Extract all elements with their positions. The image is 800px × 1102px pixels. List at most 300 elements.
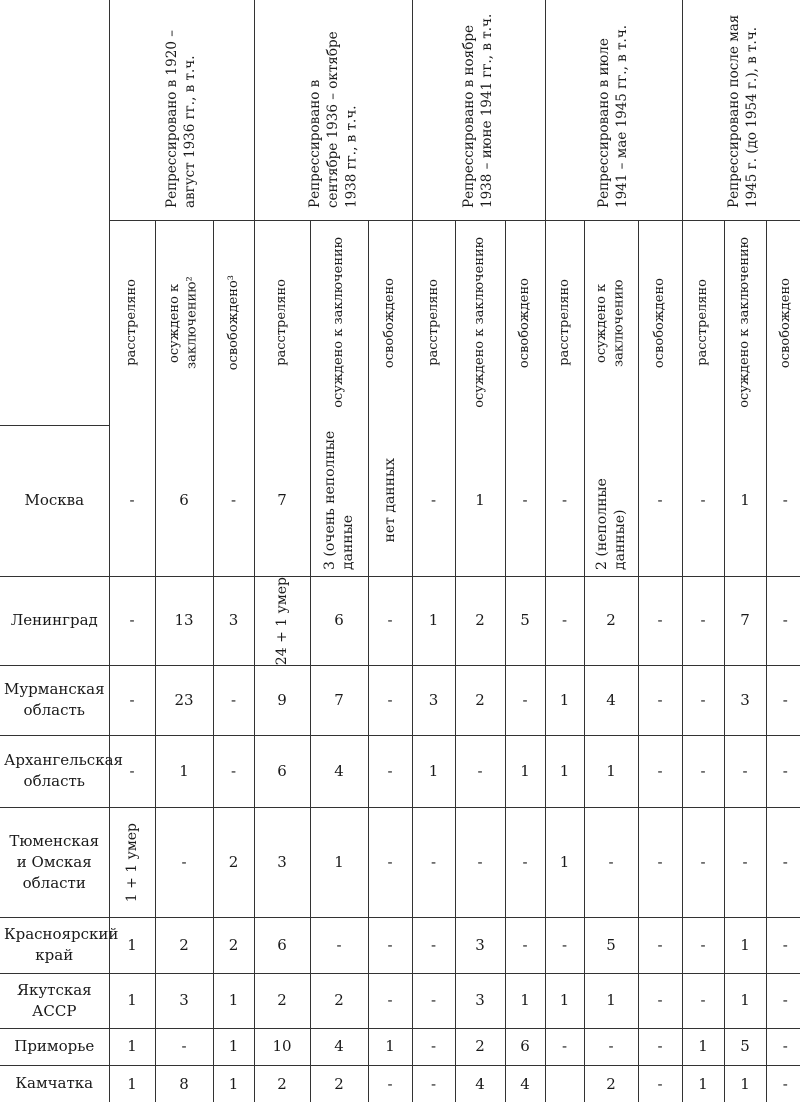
value-cell [545, 665, 584, 735]
region-cell [0, 973, 109, 1028]
group-header: Репрессировано в 1920 – август 1936 гг., в т.ч. [109, 0, 254, 220]
table-row [0, 1065, 800, 1102]
value-text: - [522, 852, 528, 871]
value-text: - [608, 1037, 614, 1056]
value-text: 5 [740, 1037, 750, 1056]
region-cell [0, 917, 119, 973]
value-cell [455, 1065, 505, 1102]
value-text: 1 [740, 1074, 750, 1093]
value-text: - [181, 1037, 187, 1056]
region-cell [0, 735, 123, 807]
value-cell [310, 807, 368, 917]
value-cell [682, 1028, 724, 1065]
value-cell [584, 425, 638, 576]
value-text: 1 [385, 1037, 395, 1056]
value-cell [412, 807, 455, 917]
value-cell [109, 425, 155, 576]
table-row [0, 576, 800, 665]
value-text: 24 + 1 умер [273, 576, 290, 665]
group-header-row [0, 0, 800, 220]
value-text: 5 [606, 935, 616, 954]
value-text: 4 [520, 1074, 530, 1093]
value-cell [412, 425, 455, 576]
value-cell [155, 1028, 213, 1065]
value-cell [310, 1065, 368, 1102]
value-text: 1 [127, 1074, 137, 1093]
group-header: Репрессировано после мая 1945 г. (до 1954 г.), в т.ч. [682, 0, 800, 220]
value-text: - [561, 1037, 568, 1056]
subheader: осуждено к заключению [310, 220, 368, 425]
value-cell [310, 973, 368, 1028]
subheader: расстреляно [682, 220, 724, 425]
value-text: - [387, 991, 393, 1010]
value-cell [155, 735, 213, 807]
value-cell [310, 665, 368, 735]
value-text: 2 (неполные данные) [593, 478, 629, 571]
value-text: - [782, 991, 788, 1010]
value-cell [724, 425, 766, 576]
value-cell [254, 917, 310, 973]
value-cell [155, 1065, 213, 1102]
value-text: 6 [277, 935, 287, 954]
value-cell [584, 665, 638, 735]
value-text: 1 [228, 991, 239, 1010]
value-cell [584, 576, 638, 665]
value-cell [213, 917, 254, 973]
value-text: 1 [520, 761, 530, 780]
value-text: 5 [520, 611, 530, 630]
value-text: 3 [740, 690, 750, 709]
value-text: 1 [559, 852, 570, 871]
value-text: - [700, 761, 706, 780]
value-cell [213, 735, 254, 807]
value-cell [213, 1028, 254, 1065]
value-cell [455, 917, 505, 973]
value-cell [724, 807, 766, 917]
value-cell [213, 1065, 254, 1102]
value-text: 1 [740, 991, 750, 1010]
value-cell [584, 735, 638, 807]
value-cell [412, 1028, 455, 1065]
value-cell [155, 576, 213, 665]
value-cell [109, 665, 155, 735]
subheader: освобождено [505, 220, 545, 425]
table-row [0, 1028, 800, 1065]
subheader: осуждено к заключению [455, 220, 505, 425]
value-cell [213, 807, 254, 917]
value-cell [368, 973, 412, 1028]
value-text: 2 [475, 611, 485, 630]
value-text: 1 [127, 1037, 137, 1056]
region-label: Мурманская область [4, 680, 105, 720]
value-text: 3 [277, 852, 287, 871]
value-text: - [430, 490, 437, 509]
value-cell [505, 576, 545, 665]
value-cell [766, 1065, 800, 1102]
value-text: 1 [559, 991, 570, 1010]
value-text: - [129, 690, 135, 709]
value-text: нет данных [381, 458, 398, 543]
value-cell [724, 917, 766, 973]
value-cell [455, 1028, 505, 1065]
subheader: осуждено к заключению [584, 220, 638, 425]
value-text: - [657, 991, 663, 1010]
region-label: Красноярский край [4, 925, 119, 965]
value-text: - [742, 852, 748, 871]
value-cell [682, 425, 724, 576]
value-cell [505, 735, 545, 807]
value-cell [766, 973, 800, 1028]
value-text: - [782, 490, 788, 509]
corner-cell [0, 0, 109, 425]
value-cell [368, 1028, 412, 1065]
value-text: - [782, 852, 788, 871]
value-text: 1 [520, 991, 530, 1010]
value-cell [766, 576, 800, 665]
value-text: 7 [277, 490, 287, 509]
value-cell [638, 576, 682, 665]
region-cell [0, 1028, 109, 1065]
region-cell [0, 807, 109, 917]
value-cell [584, 1028, 638, 1065]
value-cell [109, 1065, 155, 1102]
subheader: расстреляно [254, 220, 310, 425]
value-cell [505, 917, 545, 973]
region-cell [0, 425, 109, 576]
value-cell [505, 1028, 545, 1065]
value-cell [412, 665, 455, 735]
value-cell [455, 735, 505, 807]
value-text: 4 [606, 690, 616, 709]
value-cell [584, 973, 638, 1028]
value-text: 1 + 1 умер [123, 822, 140, 902]
value-text: - [700, 611, 706, 630]
value-text: - [129, 490, 135, 509]
value-cell [254, 807, 310, 917]
value-text: 1 [606, 991, 616, 1010]
subheader: освобождено [766, 220, 800, 425]
value-cell [254, 735, 310, 807]
value-text: 2 [475, 690, 485, 709]
value-cell [505, 425, 545, 576]
value-text: - [657, 611, 663, 630]
value-text: - [657, 690, 663, 709]
value-cell [310, 1028, 368, 1065]
value-text: 4 [475, 1074, 485, 1093]
value-text: 1 [559, 690, 570, 709]
value-cell [455, 665, 505, 735]
region-label: Тюменская и Омская области [9, 831, 100, 892]
value-text: - [782, 611, 788, 630]
value-text: - [129, 611, 135, 630]
value-cell [412, 735, 455, 807]
value-cell [109, 1028, 155, 1065]
value-text: - [387, 852, 393, 871]
value-text: 2 [179, 935, 189, 954]
value-text: - [477, 761, 483, 780]
value-text: - [430, 852, 437, 871]
value-cell [638, 1028, 682, 1065]
value-text: 1 [559, 761, 570, 780]
value-cell [682, 576, 724, 665]
value-text: 6 [277, 761, 287, 780]
value-cell [254, 973, 310, 1028]
value-cell [638, 917, 682, 973]
value-text: - [657, 1037, 663, 1056]
value-text: 2 [277, 991, 287, 1010]
value-cell [368, 807, 412, 917]
table-row [0, 807, 800, 917]
value-cell [682, 665, 724, 735]
subheader: осуждено к заключению [724, 220, 766, 425]
value-cell [724, 735, 766, 807]
value-cell [455, 807, 505, 917]
value-text: - [430, 935, 437, 954]
value-text: 4 [334, 761, 344, 780]
value-cell [766, 807, 800, 917]
value-text: 1 [228, 1037, 239, 1056]
table-row [0, 973, 800, 1028]
subheader: освобождено³ [213, 220, 254, 425]
value-text: 2 [228, 935, 239, 954]
value-cell [412, 973, 455, 1028]
value-cell [724, 665, 766, 735]
value-cell [412, 576, 455, 665]
value-text: 1 [740, 490, 750, 509]
region-label: Камчатка [15, 1074, 94, 1093]
value-cell [213, 665, 254, 735]
value-cell [545, 1028, 584, 1065]
value-cell [310, 735, 368, 807]
value-text: 2 [334, 1074, 344, 1093]
value-text: 1 [179, 761, 189, 780]
value-text: - [230, 690, 237, 709]
value-cell [545, 807, 584, 917]
value-text: - [657, 761, 663, 780]
subheader: освобождено [638, 220, 682, 425]
value-text: 3 [428, 690, 439, 709]
table-row [0, 917, 800, 973]
value-text: - [657, 852, 663, 871]
value-text: 3 [228, 611, 239, 630]
value-cell [505, 807, 545, 917]
value-text: 13 [174, 611, 194, 630]
value-cell [638, 665, 682, 735]
value-cell [766, 735, 800, 807]
value-cell [724, 973, 766, 1028]
value-cell [412, 917, 455, 973]
value-text: - [230, 490, 237, 509]
value-text: 1 [127, 991, 137, 1010]
group-header: Репрессировано в сентябре 1936 – октябре 1938 гг., в т.ч. [254, 0, 412, 220]
value-text: 2 [606, 611, 616, 630]
subheader: расстреляно [545, 220, 584, 425]
value-text: - [430, 1074, 437, 1093]
value-text: - [522, 690, 528, 709]
value-text: - [387, 690, 393, 709]
value-cell [254, 425, 310, 576]
value-text: - [700, 935, 706, 954]
region-cell [0, 665, 109, 735]
value-text: 1 [698, 1037, 708, 1056]
group-header: Репрессировано в ноябре 1938 – июне 1941 гг., в т.ч. [412, 0, 545, 220]
value-cell [505, 973, 545, 1028]
region-label: Приморье [14, 1037, 95, 1056]
value-cell [724, 1028, 766, 1065]
value-cell [254, 1065, 310, 1102]
value-text: - [387, 611, 393, 630]
value-text: 1 [228, 1074, 239, 1093]
value-text: 3 [475, 935, 485, 954]
value-text: 1 [428, 611, 439, 630]
value-cell [368, 425, 412, 576]
value-text: 3 [179, 991, 189, 1010]
value-text: - [561, 490, 568, 509]
table-row [0, 665, 800, 735]
value-text: 1 [334, 852, 344, 871]
value-text: 2 [475, 1037, 485, 1056]
value-cell [545, 1065, 584, 1102]
value-cell [368, 576, 412, 665]
value-cell [505, 665, 545, 735]
value-text: 2 [277, 1074, 287, 1093]
value-text: 1 [740, 935, 750, 954]
value-text: - [782, 935, 788, 954]
value-text: - [387, 1074, 393, 1093]
value-cell [505, 1065, 545, 1102]
value-text: 7 [740, 611, 750, 630]
value-text: 2 [334, 991, 344, 1010]
value-text: - [700, 490, 706, 509]
value-cell [682, 807, 724, 917]
value-text: - [700, 991, 706, 1010]
value-text: 1 [428, 761, 439, 780]
value-cell [254, 665, 310, 735]
value-cell [584, 1065, 638, 1102]
value-text: - [782, 690, 788, 709]
value-text: 3 [475, 991, 485, 1010]
region-label: Якутская АССР [16, 980, 92, 1020]
value-cell [213, 576, 254, 665]
value-text: 6 [520, 1037, 530, 1056]
value-cell [310, 576, 368, 665]
value-cell [638, 807, 682, 917]
value-cell [109, 735, 155, 807]
value-cell [766, 1028, 800, 1065]
value-text: - [657, 490, 663, 509]
value-cell [766, 665, 800, 735]
value-cell [455, 425, 505, 576]
value-cell [109, 576, 155, 665]
value-text: 1 [606, 761, 616, 780]
value-text: - [742, 761, 748, 780]
value-text: - [608, 852, 614, 871]
value-cell [724, 576, 766, 665]
value-text: 4 [334, 1037, 344, 1056]
value-cell [310, 425, 368, 576]
value-cell [545, 917, 584, 973]
value-cell [155, 665, 213, 735]
value-text: 23 [174, 690, 194, 709]
value-text: - [181, 852, 187, 871]
region-label: Москва [24, 491, 85, 509]
value-text: - [230, 761, 237, 780]
subheader-row [0, 220, 800, 425]
value-cell [368, 665, 412, 735]
region-cell [0, 1065, 109, 1102]
value-cell [638, 735, 682, 807]
value-text: 8 [179, 1074, 189, 1093]
value-text: - [129, 761, 135, 780]
value-text: - [561, 935, 568, 954]
value-text: - [561, 611, 568, 630]
subheader: расстреляно [412, 220, 455, 425]
value-cell [724, 1065, 766, 1102]
subheader: освобождено [368, 220, 412, 425]
value-cell [155, 807, 213, 917]
value-cell [155, 973, 213, 1028]
region-cell [0, 576, 109, 665]
value-text: 7 [334, 690, 344, 709]
value-text: - [657, 1074, 663, 1093]
value-cell [455, 973, 505, 1028]
value-cell [682, 973, 724, 1028]
value-text: - [782, 1037, 788, 1056]
value-text: - [782, 761, 788, 780]
value-text: - [522, 490, 528, 509]
value-cell [368, 917, 412, 973]
value-text: - [336, 935, 342, 954]
value-cell [545, 973, 584, 1028]
value-cell [254, 576, 310, 665]
table-row [0, 425, 800, 576]
region-label: Ленинград [10, 611, 98, 630]
value-cell [310, 917, 368, 973]
value-cell [766, 917, 800, 973]
value-text: 3 (очень неполные данные [321, 431, 357, 571]
value-text: 6 [179, 490, 189, 509]
value-cell [455, 576, 505, 665]
value-text: 1 [475, 490, 485, 509]
value-cell [638, 425, 682, 576]
value-text: - [782, 1074, 788, 1093]
value-cell [213, 425, 254, 576]
value-text: - [387, 935, 393, 954]
value-text: 2 [606, 1074, 616, 1093]
value-cell [584, 917, 638, 973]
value-cell [766, 425, 800, 576]
value-cell [682, 917, 724, 973]
value-text: 9 [277, 690, 287, 709]
subheader: расстреляно [109, 220, 155, 425]
table-row [0, 735, 800, 807]
value-cell [682, 1065, 724, 1102]
value-cell [638, 973, 682, 1028]
value-cell [545, 735, 584, 807]
value-cell [368, 735, 412, 807]
value-cell [682, 735, 724, 807]
value-text: - [477, 852, 483, 871]
value-text: - [430, 1037, 437, 1056]
value-text: 2 [228, 852, 239, 871]
value-text: - [430, 991, 437, 1010]
value-cell [254, 1028, 310, 1065]
region-label: Архангельская область [4, 751, 123, 791]
value-cell [545, 576, 584, 665]
value-text: 6 [334, 611, 344, 630]
value-cell [545, 425, 584, 576]
value-cell [584, 807, 638, 917]
